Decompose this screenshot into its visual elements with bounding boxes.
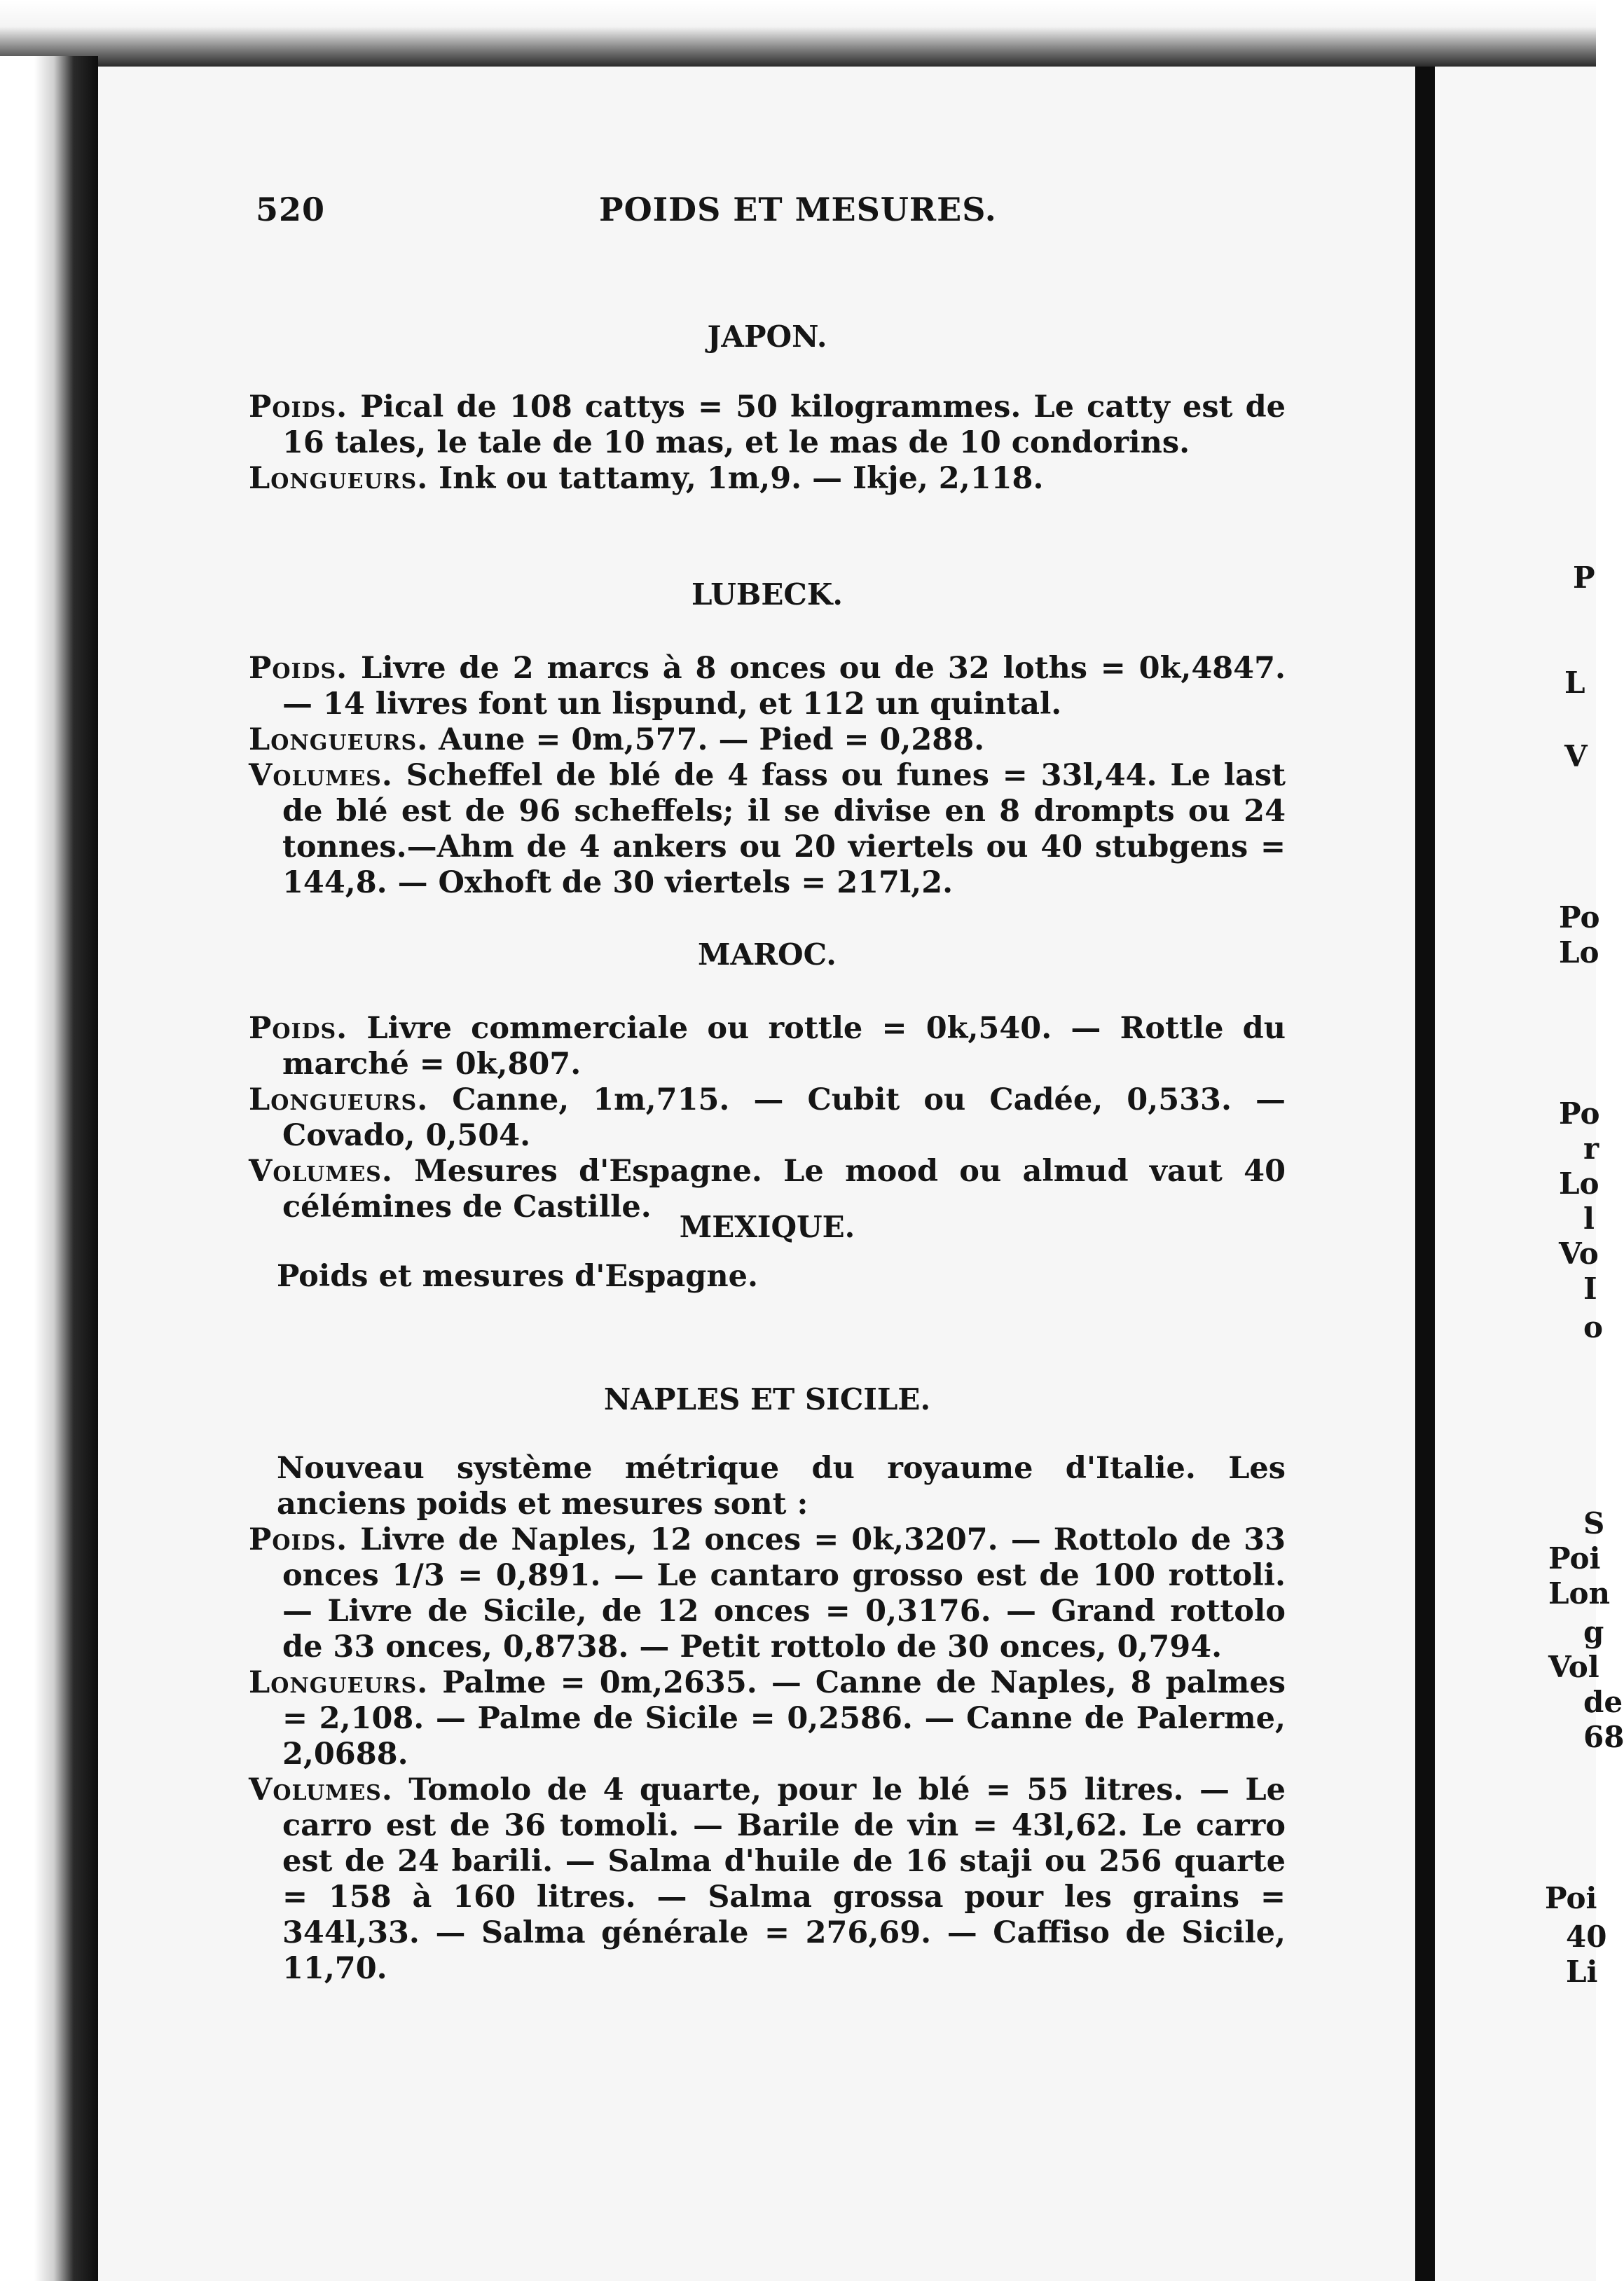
entry-label: Volumes. [249, 1772, 393, 1807]
entry-text: Aune = 0m,577. — Pied = 0,288. [428, 722, 985, 757]
entry-volumes [249, 1772, 1286, 1987]
fragment: r [1583, 1131, 1599, 1166]
fragment: Poi [1545, 1881, 1597, 1915]
fragment: de [1583, 1685, 1623, 1719]
entry-label: Longueurs. [249, 461, 429, 496]
fragment: l [1583, 1201, 1595, 1236]
entry-label: Poids. [249, 390, 348, 425]
fragment: P [1573, 560, 1595, 595]
entry-label: Poids. [249, 651, 348, 686]
fragment: Lo [1559, 935, 1599, 970]
entry-label: Longueurs. [249, 1082, 429, 1117]
entry-poids [249, 390, 1286, 461]
scan-top-margin [0, 0, 1596, 67]
section-heading: NAPLES ET SICILE. [603, 1382, 931, 1417]
fragment: I [1583, 1272, 1597, 1306]
section-lubeck [249, 577, 1286, 901]
fragment: Vol [1548, 1650, 1599, 1684]
entry-longueurs [249, 1665, 1286, 1772]
entry-longueurs [249, 722, 1286, 758]
section-heading: JAPON. [707, 319, 827, 354]
fragment: S [1583, 1506, 1605, 1541]
entry-text: Poids et mesures d'Espagne. [277, 1259, 758, 1294]
section-heading: MAROC. [698, 937, 837, 972]
entry-volumes [249, 758, 1286, 901]
fragment: Li [1566, 1955, 1598, 1989]
running-title: POIDS ET MESURES. [599, 191, 997, 228]
entry-text: Scheffel de blé de 4 fass ou funes = 33l,44. Le last de blé est de 96 scheffels; il se divise en 8 drompts ou 24 tonnes.—Ahm de 4 ankers ou 20 viertels ou 40 stubgens = 144,8. — Oxhoft de 30 viertels = 217l,2. [282, 758, 1286, 900]
section-naples [249, 1381, 1286, 1987]
entry-label: Volumes. [249, 1154, 393, 1189]
entry-longueurs [249, 461, 1286, 497]
section-maroc [249, 937, 1286, 1225]
page-number: 520 [256, 191, 326, 228]
fragment: 68 [1583, 1720, 1624, 1754]
fragment: Po [1559, 1096, 1600, 1131]
entry-longueurs [249, 1082, 1286, 1154]
entry-label: Longueurs. [249, 722, 429, 757]
fragment: Lo [1559, 1166, 1599, 1201]
entry-text: Livre de 2 marcs à 8 onces ou de 32 loths = 0k,4847. — 14 livres font un lispund, et 112 un quintal. [282, 651, 1286, 722]
entry-text: Palme = 0m,2635. — Canne de Naples, 8 palmes = 2,108. — Palme de Sicile = 0,2586. — Canne de Palerme, 2,0688. [282, 1665, 1286, 1772]
fragment: V [1564, 739, 1588, 773]
entry-text: Livre de Naples, 12 onces = 0k,3207. — Rottolo de 33 onces 1/3 = 0,891. — Le cantaro grosso est de 100 rottoli. — Livre de Sicile, de 12 onces = 0,3176. — Grand rottolo de 33 onces, 0,8738. — Petit rottolo de 30 onces, 0,794. [282, 1522, 1286, 1665]
entry-label: Poids. [249, 1522, 348, 1557]
entry-poids [249, 651, 1286, 722]
entry-poids [249, 1011, 1286, 1082]
fragment: o [1583, 1310, 1604, 1344]
scan-left-border [0, 56, 98, 2281]
fragment: Po [1559, 900, 1600, 935]
entry-label: Poids. [249, 1011, 348, 1046]
fragment: 40 [1566, 1920, 1607, 1954]
fragment: Lon [1548, 1576, 1611, 1611]
fragment: Vo [1559, 1236, 1599, 1271]
entry-text: Tomolo de 4 quarte, pour le blé = 55 litres. — Le carro est de 36 tomoli. — Barile de vin = 43l,62. Le carro est de 24 barili. — Salma d'huile de 16 staji ou 256 quarte = 158 à 160 litres. — Salma grossa pour les grains = 344l,33. — Salma générale = 276,69. — Caffiso de Sicile, 11,70. [282, 1772, 1286, 1986]
entry-text: Livre commerciale ou rottle = 0k,540. — Rottle du marché = 0k,807. [282, 1011, 1286, 1082]
section-mexique [249, 1209, 1286, 1295]
section-heading: LUBECK. [691, 577, 843, 612]
section-intro: Nouveau système métrique du royaume d'Italie. Les anciens poids et mesures sont : [277, 1451, 1286, 1522]
entry-text: Pical de 108 cattys = 50 kilogrammes. Le catty est de 16 tales, le tale de 10 mas, et le mas de 10 condorins. [282, 390, 1286, 460]
fragment: g [1583, 1615, 1604, 1649]
fragment: L [1564, 666, 1585, 700]
entry-label: Longueurs. [249, 1665, 429, 1700]
entry-poids [249, 1522, 1286, 1665]
entry-text: Canne, 1m,715. — Cubit ou Cadée, 0,533. — Covado, 0,504. [282, 1082, 1286, 1153]
entry-label: Volumes. [249, 758, 393, 793]
section-japon [249, 319, 1286, 497]
book-spine [1415, 67, 1435, 2281]
fragment: Poi [1548, 1541, 1601, 1576]
entry-text: Mesures d'Espagne. Le mood ou almud vaut 40 célémines de Castille. [282, 1154, 1286, 1225]
entry-text: Ink ou tattamy, 1m,9. — Ikje, 2,118. [428, 461, 1044, 496]
section-heading: MEXIQUE. [679, 1210, 855, 1244]
